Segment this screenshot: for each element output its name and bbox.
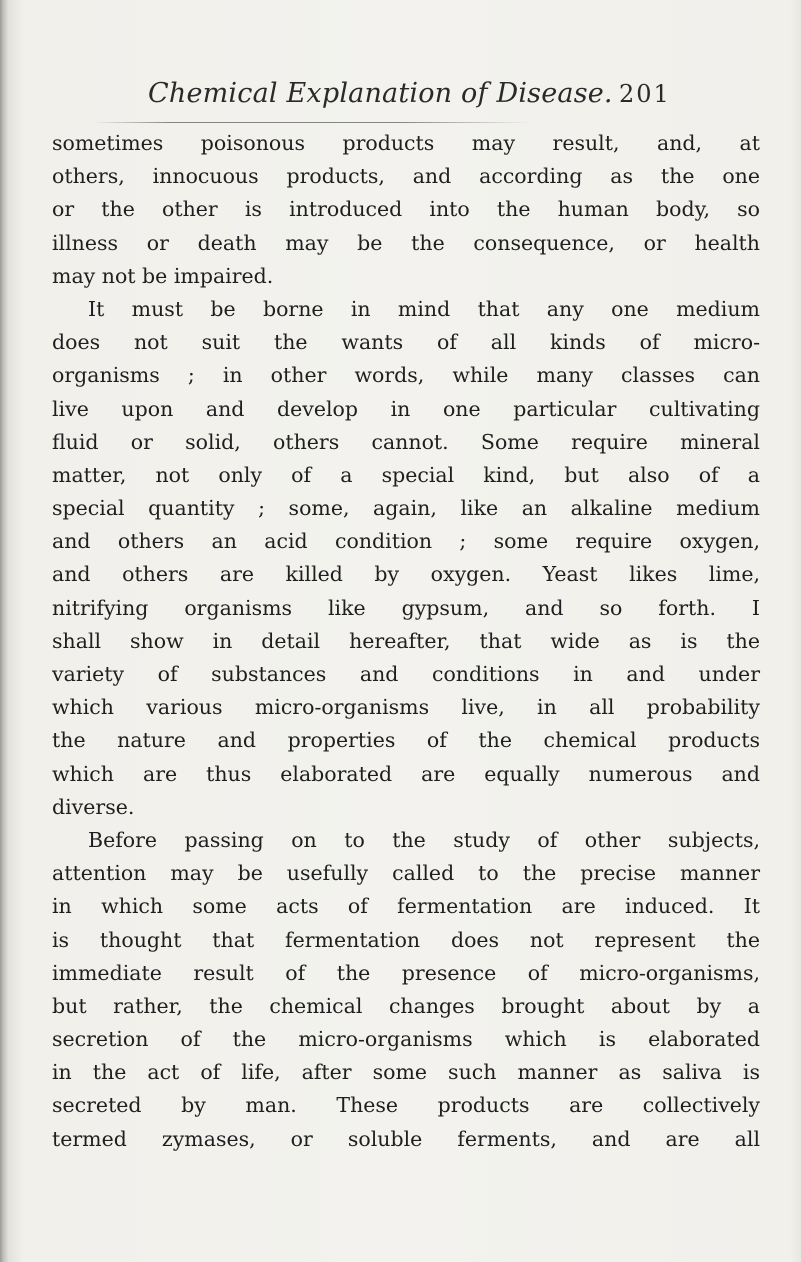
text-line: variety of substances and conditions in and under [52, 662, 760, 686]
text-line: and others are killed by oxygen. Yeast likes lime, [52, 562, 760, 587]
text-line: sometimes poisonous products may result, and, at [52, 131, 760, 155]
text-line: or the other is introduced into the human body, so [52, 197, 760, 222]
text-line: in the act of life, after some such manner as saliva is [52, 1060, 760, 1085]
page-header [0, 78, 801, 118]
text-line: which various micro-organisms live, in all probability [52, 695, 760, 720]
body-text [52, 127, 760, 1156]
text-line: in which some acts of fermentation are induced. It [52, 894, 760, 919]
text-line: nitrifying organisms like gypsum, and so forth. I [52, 595, 760, 620]
text-line: fluid or solid, others cannot. Some require mineral [52, 429, 760, 454]
text-line: immediate result of the presence of micro-organisms, [52, 960, 760, 985]
text-line: the nature and properties of the chemical products [52, 728, 760, 753]
text-line: Before passing on to the study of other subjects, [88, 827, 760, 852]
text-line: termed zymases, or soluble ferments, and are all [52, 1126, 760, 1151]
text-line: which are thus elaborated are equally numerous and [52, 761, 760, 786]
binding-shadow [0, 0, 8, 1262]
text-line: attention may be usefully called to the precise manner [52, 861, 760, 886]
text-line: special quantity ; some, again, like an alkaline medium [52, 496, 760, 521]
text-line: matter, not only of a special kind, but also of a [52, 462, 760, 487]
text-line: live upon and develop in one particular cultivating [52, 396, 760, 421]
header-rule [92, 122, 532, 123]
text-line: It must be borne in mind that any one medium [88, 296, 760, 321]
text-line: but rather, the chemical changes brought about by a [52, 993, 760, 1018]
text-line: diverse. [52, 794, 135, 819]
text-line: may not be impaired. [52, 263, 274, 288]
text-line: illness or death may be the consequence, or health [52, 230, 760, 255]
text-line: secreted by man. These products are collectively [52, 1093, 760, 1118]
text-line: does not suit the wants of all kinds of micro- [52, 330, 760, 355]
text-line: shall show in detail hereafter, that wide as is the [52, 628, 760, 653]
text-line: and others an acid condition ; some require oxygen, [52, 529, 760, 554]
text-line: organisms ; in other words, while many classes can [52, 363, 760, 388]
text-line: secretion of the micro-organisms which is elaborated [52, 1027, 760, 1052]
running-title: Chemical Explanation of Disease. [148, 78, 613, 109]
page-number: 201 [619, 80, 671, 108]
text-line: is thought that fermentation does not represent the [52, 927, 760, 952]
text-line: others, innocuous products, and according as the one [52, 164, 760, 189]
